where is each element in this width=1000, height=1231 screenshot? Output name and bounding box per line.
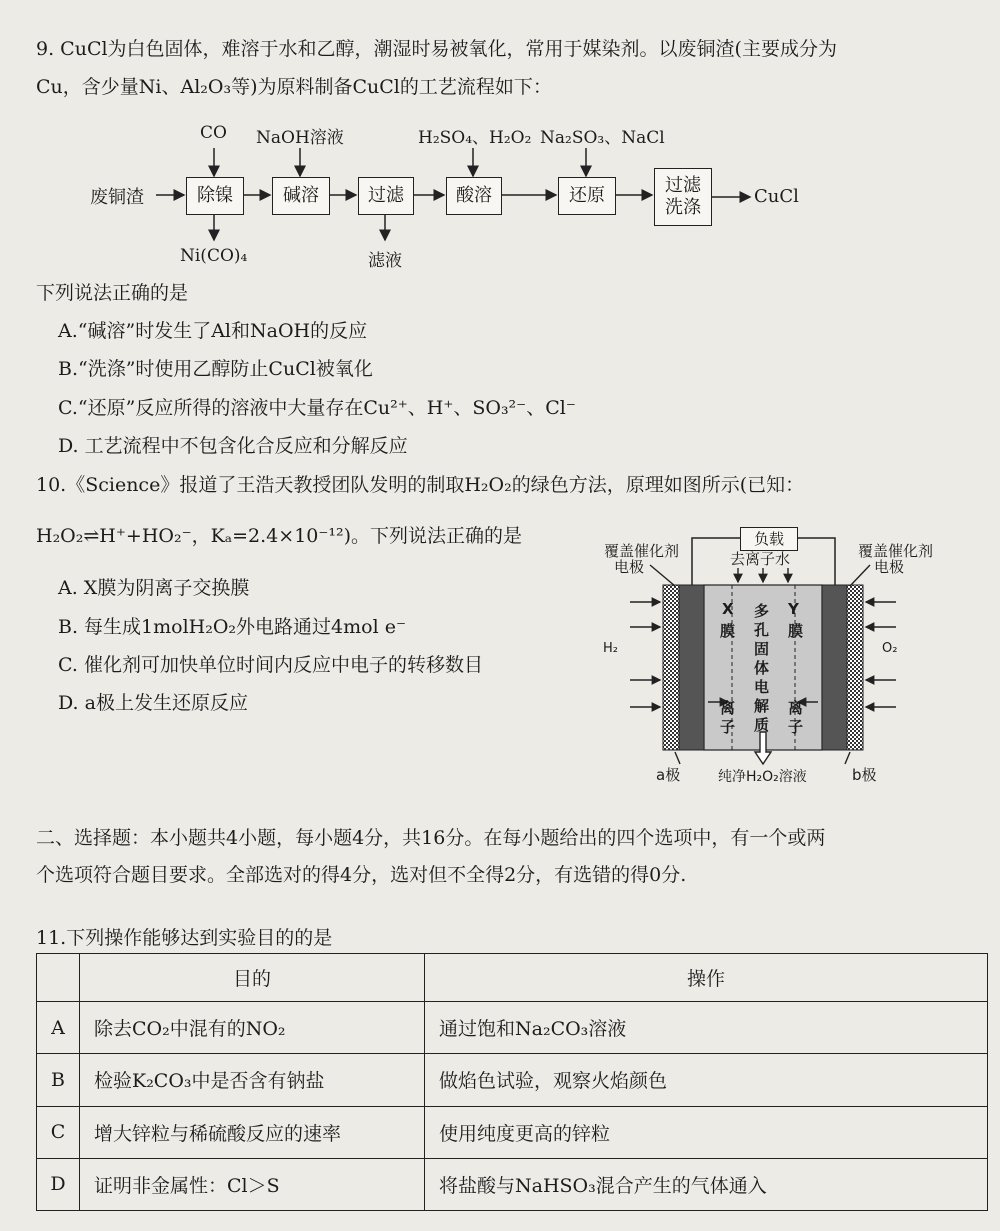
row-operation: 通过饱和Na₂CO₃溶液 (425, 1002, 988, 1054)
flow-input-h2so4-h2o2: H₂SO₄、H₂O₂ (418, 128, 532, 148)
a-pole-label: a极 (656, 766, 681, 784)
table-header-row (37, 954, 988, 1002)
flow-product-label: CuCl (754, 186, 799, 207)
table-row (37, 1158, 988, 1210)
section2-line1: 二、选择题：本小题共4小题，每小题4分，共16分。在每小题给出的四个选项中，有一个或两 (36, 827, 826, 849)
table-row (37, 1002, 988, 1054)
flow-step-acid-dissolve: 酸溶 (446, 177, 502, 215)
q10-option-c: C. 催化剂可加快单位时间内反应中电子的转移数目 (58, 654, 483, 676)
q10-line2: H₂O₂⇌H⁺+HO₂⁻，Kₐ=2.4×10⁻¹²)。下列说法正确的是 (36, 525, 523, 547)
ion-left-char-1: 离 (720, 699, 736, 717)
row-operation: 使用纯度更高的锌粒 (425, 1106, 988, 1158)
section2-line2: 个选项符合题目要求。全部选对的得4分，选对但不全得2分，有选错的得0分. (36, 864, 687, 886)
flow-input-na2so3-nacl: Na₂SO₃、NaCl (540, 128, 665, 148)
q9-option-b: B.“洗涤”时使用乙醇防止CuCl被氧化 (58, 358, 373, 380)
table-header-operation: 操作 (425, 954, 988, 1002)
flow-step-reduce: 还原 (558, 177, 616, 215)
electrolyte-char-2: 孔 (754, 621, 770, 639)
q9-option-d: D. 工艺流程中不包含化合反应和分解反应 (58, 435, 408, 457)
row-goal: 除去CO₂中混有的NO₂ (80, 1002, 425, 1054)
flow-start-label: 废铜渣 (90, 187, 144, 208)
x-membrane-label-1: X (722, 600, 734, 618)
row-goal: 增大锌粒与稀硫酸反应的速率 (80, 1106, 425, 1158)
q9-option-c: C.“还原”反应所得的溶液中大量存在Cu²⁺、H⁺、SO₃²⁻、Cl⁻ (58, 397, 576, 419)
q9-line2: Cu，含少量Ni、Al₂O₃等)为原料制备CuCl的工艺流程如下： (36, 76, 552, 98)
electrolyte-char-7: 质 (754, 716, 770, 734)
table-header-key (37, 954, 80, 1002)
flow-input-naoh: NaOH溶液 (256, 128, 344, 148)
ion-right-char-1: 离 (788, 699, 804, 717)
q9-option-a: A.“碱溶”时发生了Al和NaOH的反应 (58, 320, 368, 342)
y-membrane-label-2: 膜 (788, 622, 804, 640)
flow-step-filter-wash-line2: 洗涤 (665, 197, 701, 218)
row-key: D (37, 1158, 80, 1210)
q11-table (36, 953, 988, 1211)
load-box: 负载 (740, 527, 798, 551)
electrolyte-char-1: 多 (754, 602, 770, 620)
row-operation: 做焰色试验，观察火焰颜色 (425, 1054, 988, 1106)
flow-step-filter-wash (654, 168, 712, 226)
flow-input-co: CO (200, 123, 227, 143)
electrolyte-char-3: 固 (754, 640, 770, 658)
table-row (37, 1106, 988, 1158)
y-membrane-label-1: Y (788, 600, 799, 618)
q10-option-a: A. X膜为阴离子交换膜 (58, 577, 250, 599)
right-electrode-label-2: 电极 (874, 558, 905, 576)
ion-right-char-2: 子 (788, 718, 804, 736)
x-membrane-label-2: 膜 (720, 622, 736, 640)
electrolyte-char-5: 电 (754, 678, 770, 696)
b-pole-label: b极 (852, 766, 877, 784)
table-row (37, 1054, 988, 1106)
row-operation: 将盐酸与NaHSO₃混合产生的气体通入 (425, 1158, 988, 1210)
left-electrode-label-2: 电极 (614, 558, 645, 576)
deionized-water-label: 去离子水 (730, 550, 791, 568)
row-goal: 证明非金属性：Cl＞S (80, 1158, 425, 1210)
q9-line1: 9. CuCl为白色固体，难溶于水和乙醇，潮湿时易被氧化，常用于媒染剂。以废铜渣(主要成分为 (36, 38, 837, 60)
right-electrode-label-1: 覆盖催化剂 (858, 542, 934, 560)
h2o2-product-label: 纯净H₂O₂溶液 (718, 769, 807, 785)
row-goal: 检验K₂CO₃中是否含有钠盐 (80, 1054, 425, 1106)
flow-output-filtrate: 滤液 (368, 251, 402, 271)
ion-left-char-2: 子 (720, 718, 736, 736)
h2-label: H₂ (603, 641, 618, 656)
q10-option-d: D. a极上发生还原反应 (58, 692, 248, 714)
o2-label: O₂ (882, 641, 898, 656)
q9-prompt: 下列说法正确的是 (36, 282, 189, 304)
electrolyte-char-4: 体 (754, 659, 770, 677)
left-electrode-label-1: 覆盖催化剂 (604, 542, 680, 560)
row-key: B (37, 1054, 80, 1106)
flow-step-filter: 过滤 (358, 177, 414, 215)
flow-step-alkali-dissolve: 碱溶 (272, 177, 330, 215)
q10-option-b: B. 每生成1molH₂O₂外电路通过4mol e⁻ (58, 616, 406, 638)
electrolyte-char-6: 解 (754, 697, 770, 715)
row-key: C (37, 1106, 80, 1158)
flow-step-filter-wash-line1: 过滤 (665, 175, 701, 196)
flow-output-nico4: Ni(CO)₄ (180, 246, 248, 266)
q10-line1: 10.《Science》报道了王浩天教授团队发明的制取H₂O₂的绿色方法，原理如图所示(已知： (36, 474, 805, 496)
flow-step-remove-ni: 除镍 (186, 177, 244, 215)
row-key: A (37, 1002, 80, 1054)
table-header-goal: 目的 (80, 954, 425, 1002)
q11-title: 11.下列操作能够达到实验目的的是 (36, 927, 333, 949)
